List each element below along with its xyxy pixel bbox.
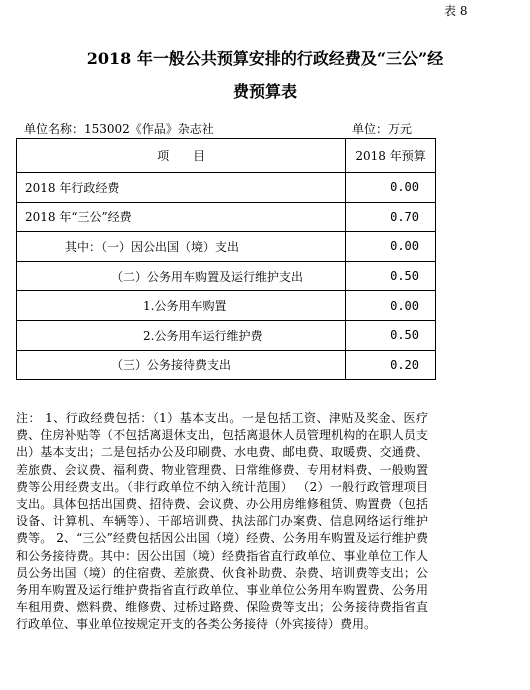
unit-name-label: 单位名称：153002《作品》杂志社 (24, 122, 214, 136)
table-row (17, 232, 436, 262)
header-item: 项 目 (17, 139, 346, 173)
table-row (17, 202, 436, 232)
row-value: 0.00 (346, 173, 436, 203)
notes-paragraph: 注： 1、行政经费包括：（1）基本支出。一是包括工资、津贴及奖金、医疗费、住房补贴等（不包括离退休支出，包括离退休人员管理机构的在职人员支出）基本支出；二是包括办公及印刷费、水电费、邮电费、取暖费、交通费、差旅费、会议费、福利费、物业管理费、日常维修费、专用材料费、一般购置费等公用经费支出。（非行政单位不纳入统计范围） （2）一般行政管理项目支出。具体包括出国费、招待费、会议费、办公用房维修租赁、购置费（包括设备、计算机、车辆等）、干部培训费、执法部门办案费、信息网络运行维护费等。 2、“三公”经费包括因公出国（境）经费、公务用车购置及运行维护费和公务接待费。其中：因公出国（境）经费指省直行政单位、事业单位工作人员公务出国（境）的住宿费、差旅费、伙食补助费、杂费、培训费等支出；公务用车购置及运行维护费指省直行政单位、事业单位公务用车购置费、公务用车租用费、燃料费、维修费、过桥过路费、保险费等支出；公务接待费指省直行政单位、事业单位按规定开支的各类公务接待（外宾接待）费用。 (16, 411, 428, 632)
table-row (17, 291, 436, 321)
row-label: 1.公务用车购置 (17, 291, 346, 321)
row-value: 0.50 (346, 320, 436, 350)
row-label: 2018 年“三公”经费 (17, 202, 346, 232)
row-value: 0.70 (346, 202, 436, 232)
header-budget-2018: 2018 年预算 (346, 139, 436, 173)
table-row (17, 350, 436, 380)
row-label: 其中：（一）因公出国（境）支出 (17, 232, 346, 262)
table-header-row (17, 139, 436, 173)
row-label: （二）公务用车购置及运行维护支出 (17, 261, 346, 291)
table-number: 表 8 (444, 4, 468, 18)
currency-unit-label: 单位：万元 (352, 122, 413, 136)
row-value: 0.20 (346, 350, 436, 380)
table-row (17, 320, 436, 350)
row-value: 0.00 (346, 232, 436, 262)
page-title-line-2: 费预算表 (232, 82, 297, 101)
page-title-line-1: 2018 年一般公共预算安排的行政经费及“三公”经 (86, 49, 444, 68)
budget-table (16, 138, 436, 380)
table-row (17, 261, 436, 291)
row-value: 0.50 (346, 261, 436, 291)
table-row (17, 173, 436, 203)
row-label: （三）公务接待费支出 (17, 350, 346, 380)
row-label: 2.公务用车运行维护费 (17, 320, 346, 350)
row-label: 2018 年行政经费 (17, 173, 346, 203)
row-value: 0.00 (346, 291, 436, 321)
